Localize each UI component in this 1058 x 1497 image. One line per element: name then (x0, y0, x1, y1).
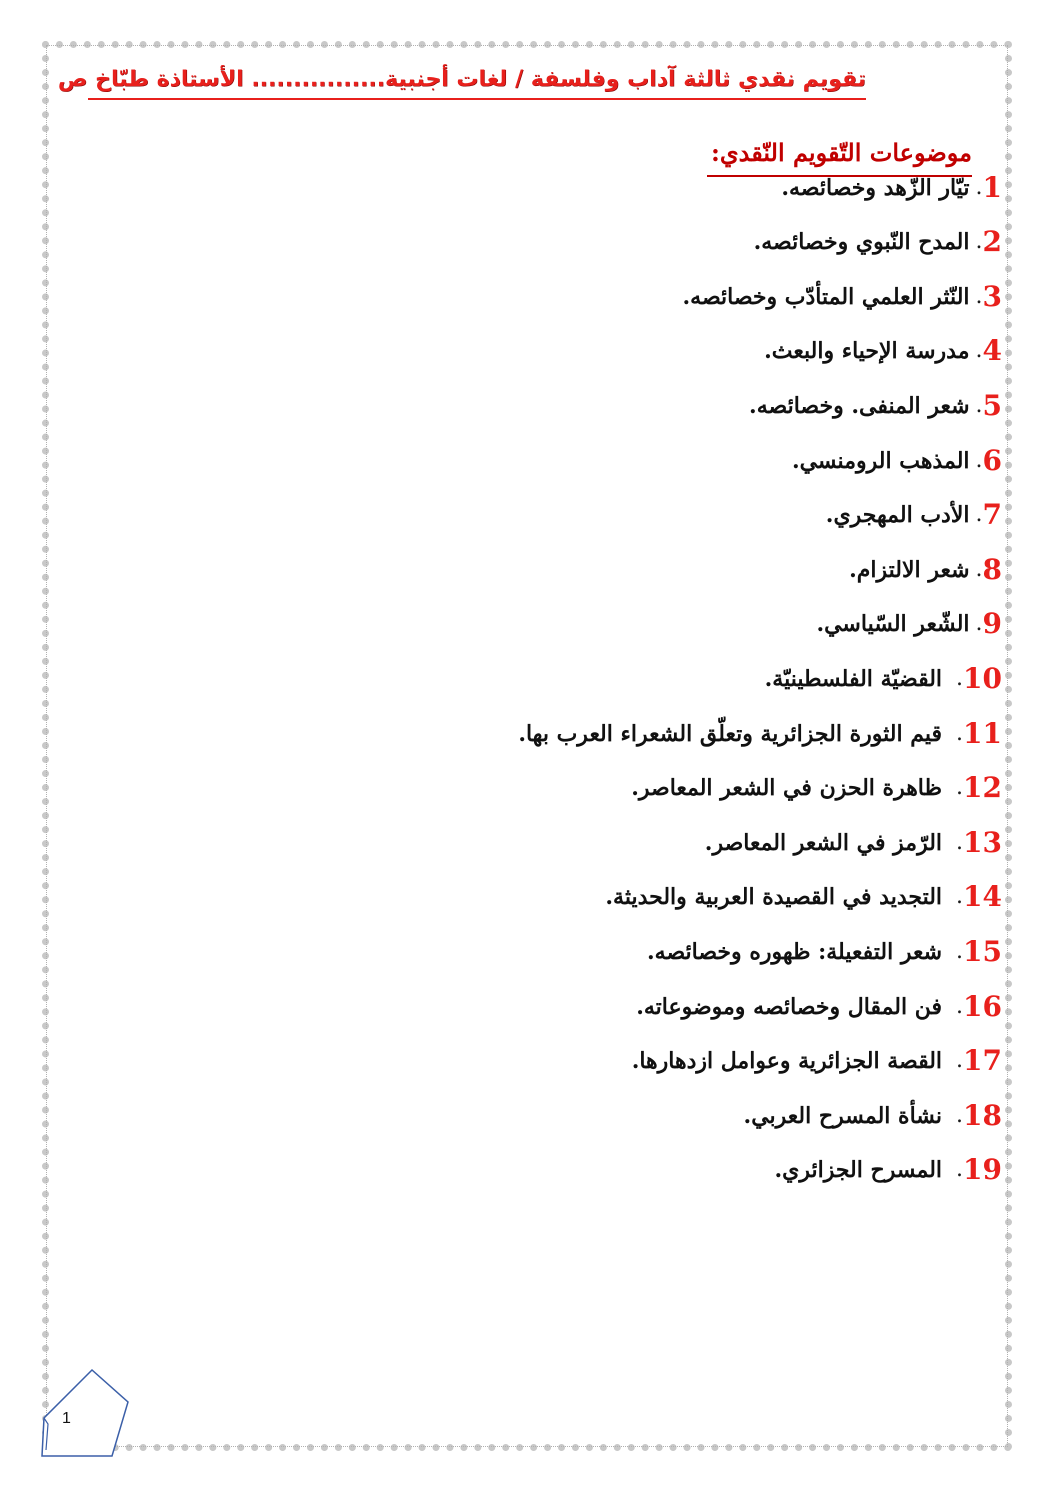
item-number: 18 (963, 1098, 1002, 1132)
item-number: 17 (963, 1044, 1002, 1078)
item-number: 5 (982, 388, 1002, 422)
item-number: 8 (982, 552, 1002, 586)
item-text: الرّمز في الشعر المعاصر. (704, 829, 943, 856)
item-text: شعر الالتزام. (849, 556, 970, 583)
list-item: 17 . القصة الجزائرية وعوامل ازدهارها. (102, 1027, 1002, 1082)
item-number: 11 (963, 716, 1002, 750)
list-item: 7 . الأدب المهجري. (102, 481, 1002, 536)
item-number: 3 (982, 279, 1002, 313)
item-text: ظاهرة الحزن في الشعر المعاصر. (631, 775, 943, 802)
item-text: قيم الثورة الجزائرية وتعلّق الشعراء العرب بها. (518, 720, 943, 747)
item-number: 12 (963, 771, 1002, 805)
list-item: 10 . القضيّة الفلسطينيّة. (102, 644, 1002, 699)
item-number: 1 (982, 170, 1002, 204)
list-item: 15 . شعر التفعيلة: ظهوره وخصائصه. (102, 917, 1002, 972)
list-item: 19 . المسرح الجزائري. (102, 1136, 1002, 1191)
item-number: 4 (982, 334, 1002, 368)
list-item: 4 . مدرسة الإحياء والبعث. (102, 317, 1002, 372)
header-title: تقويم نقدي ثالثة آداب وفلسفة / لغات أجنبية................ الأستاذة طبّاخ ص (88, 62, 866, 100)
item-text: القضيّة الفلسطينيّة. (764, 665, 943, 692)
item-text: نشأة المسرح العربي. (743, 1102, 943, 1129)
item-text: شعر المنفى. وخصائصه. (749, 392, 970, 419)
item-text: المدح النّبوي وخصائصه. (753, 229, 970, 256)
item-text: مدرسة الإحياء والبعث. (764, 338, 970, 365)
item-text: المسرح الجزائري. (774, 1157, 943, 1184)
list-item: 13 . الرّمز في الشعر المعاصر. (102, 808, 1002, 863)
list-item: 6 . المذهب الرومنسي. (102, 426, 1002, 481)
item-number: 6 (982, 443, 1002, 477)
item-text: تيّار الزّهد وخصائصه. (781, 174, 970, 201)
item-text: فن المقال وخصائصه وموضوعاته. (636, 993, 943, 1020)
item-text: القصة الجزائرية وعوامل ازدهارها. (631, 1048, 943, 1075)
page-corner-shape (40, 1368, 130, 1458)
list-item: 16 . فن المقال وخصائصه وموضوعاته. (102, 972, 1002, 1027)
list-item: 5 . شعر المنفى. وخصائصه. (102, 371, 1002, 426)
item-number: 15 (963, 934, 1002, 968)
section-heading: موضوعات التّقويم النّقدي: (707, 131, 972, 177)
item-number: 10 (963, 661, 1002, 695)
list-item: 1 . تيّار الزّهد وخصائصه. (102, 153, 1002, 208)
item-number: 7 (982, 498, 1002, 532)
list-item: 14 . التجديد في القصيدة العربية والحديثة. (102, 863, 1002, 918)
list-item: 9 . الشّعر السّياسي. (102, 590, 1002, 645)
item-number: 13 (963, 825, 1002, 859)
topics-list (102, 153, 1002, 1190)
item-text: التجديد في القصيدة العربية والحديثة. (605, 884, 943, 911)
list-item: 2 . المدح النّبوي وخصائصه. (102, 208, 1002, 263)
item-text: النّثر العلمي المتأدّب وخصائصه. (682, 283, 970, 310)
item-text: المذهب الرومنسي. (791, 447, 970, 474)
item-number: 16 (963, 989, 1002, 1023)
item-text: شعر التفعيلة: ظهوره وخصائصه. (647, 938, 943, 965)
item-number: 19 (963, 1153, 1002, 1187)
item-number: 14 (963, 880, 1002, 914)
list-item: 18 . نشأة المسرح العربي. (102, 1081, 1002, 1136)
item-text: الشّعر السّياسي. (816, 611, 970, 638)
list-item: 8 . شعر الالتزام. (102, 535, 1002, 590)
list-item: 11 . قيم الثورة الجزائرية وتعلّق الشعراء العرب بها. (102, 699, 1002, 754)
item-number: 2 (982, 225, 1002, 259)
item-text: الأدب المهجري. (825, 502, 970, 529)
list-item: 12 . ظاهرة الحزن في الشعر المعاصر. (102, 754, 1002, 809)
list-item: 3 . النّثر العلمي المتأدّب وخصائصه. (102, 262, 1002, 317)
page-number: 1 (62, 1410, 71, 1427)
item-number: 9 (982, 607, 1002, 641)
